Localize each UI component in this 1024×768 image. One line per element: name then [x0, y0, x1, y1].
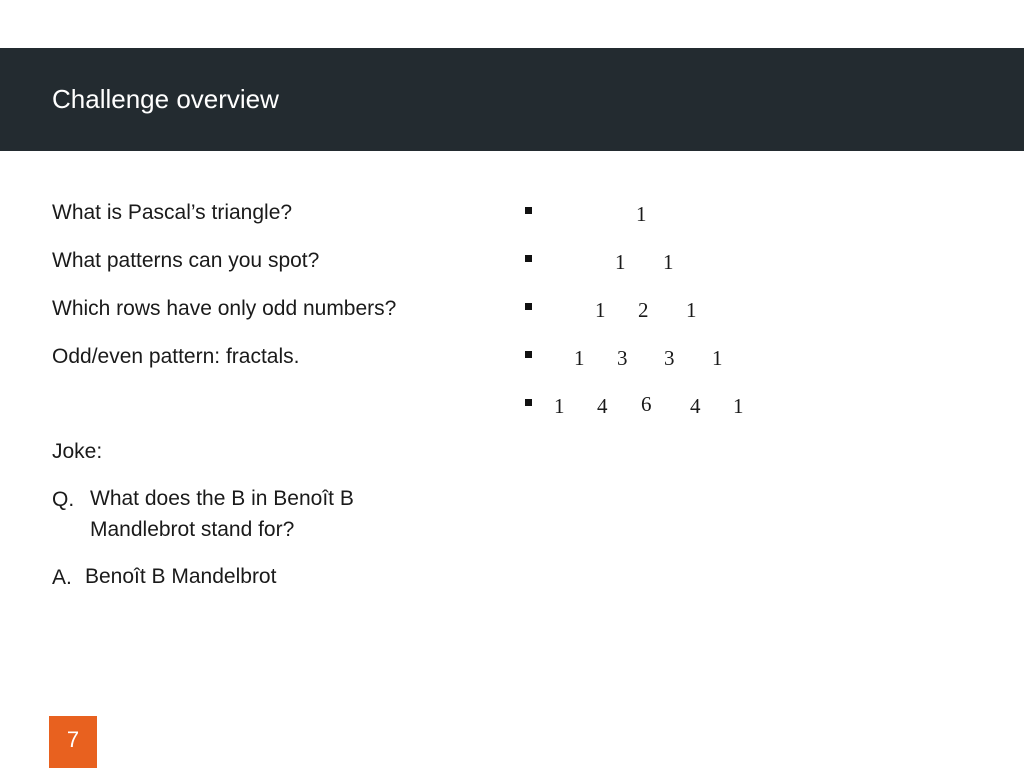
question-line-1: What does the B in Benoît B [90, 487, 354, 510]
question-label: Q. [52, 488, 75, 511]
triangle-row-4-cell: 3 [617, 346, 628, 370]
page-number-badge [49, 716, 97, 768]
triangle-row-2-cell: 1 [615, 250, 626, 274]
triangle-row-5-cell: 1 [733, 394, 744, 418]
answer-text: Benoît B Mandelbrot [85, 565, 277, 588]
question-patterns: What patterns can you spot? [52, 249, 320, 272]
answer-label: A. [52, 566, 72, 589]
triangle-row-3-cell: 1 [686, 298, 697, 322]
triangle-row-3-cell: 1 [595, 298, 606, 322]
bullet-row-3 [525, 303, 532, 310]
triangle-row-2-cell: 1 [663, 250, 674, 274]
bullet-row-4 [525, 351, 532, 358]
triangle-row-3-cell: 2 [638, 298, 649, 322]
bullet-row-5 [525, 399, 532, 406]
bullet-row-2 [525, 255, 532, 262]
question-line-2: Mandlebrot stand for? [90, 518, 295, 541]
triangle-row-4-cell: 3 [664, 346, 675, 370]
odd-even-fractals: Odd/even pattern: fractals. [52, 345, 300, 368]
triangle-row-4-cell: 1 [712, 346, 723, 370]
triangle-row-5-cell: 6 [641, 392, 652, 416]
question-pascal: What is Pascal’s triangle? [52, 201, 293, 224]
joke-label: Joke: [52, 440, 103, 463]
triangle-row-5-cell: 4 [597, 394, 608, 418]
slide-title: Challenge overview [52, 84, 279, 114]
question-odd-rows: Which rows have only odd numbers? [52, 297, 397, 320]
triangle-row-5-cell: 4 [690, 394, 701, 418]
page-number: 7 [66, 727, 80, 752]
triangle-row-4-cell: 1 [574, 346, 585, 370]
triangle-row-5-cell: 1 [554, 394, 565, 418]
triangle-row-1-cell: 1 [636, 202, 647, 226]
bullet-row-1 [525, 207, 532, 214]
